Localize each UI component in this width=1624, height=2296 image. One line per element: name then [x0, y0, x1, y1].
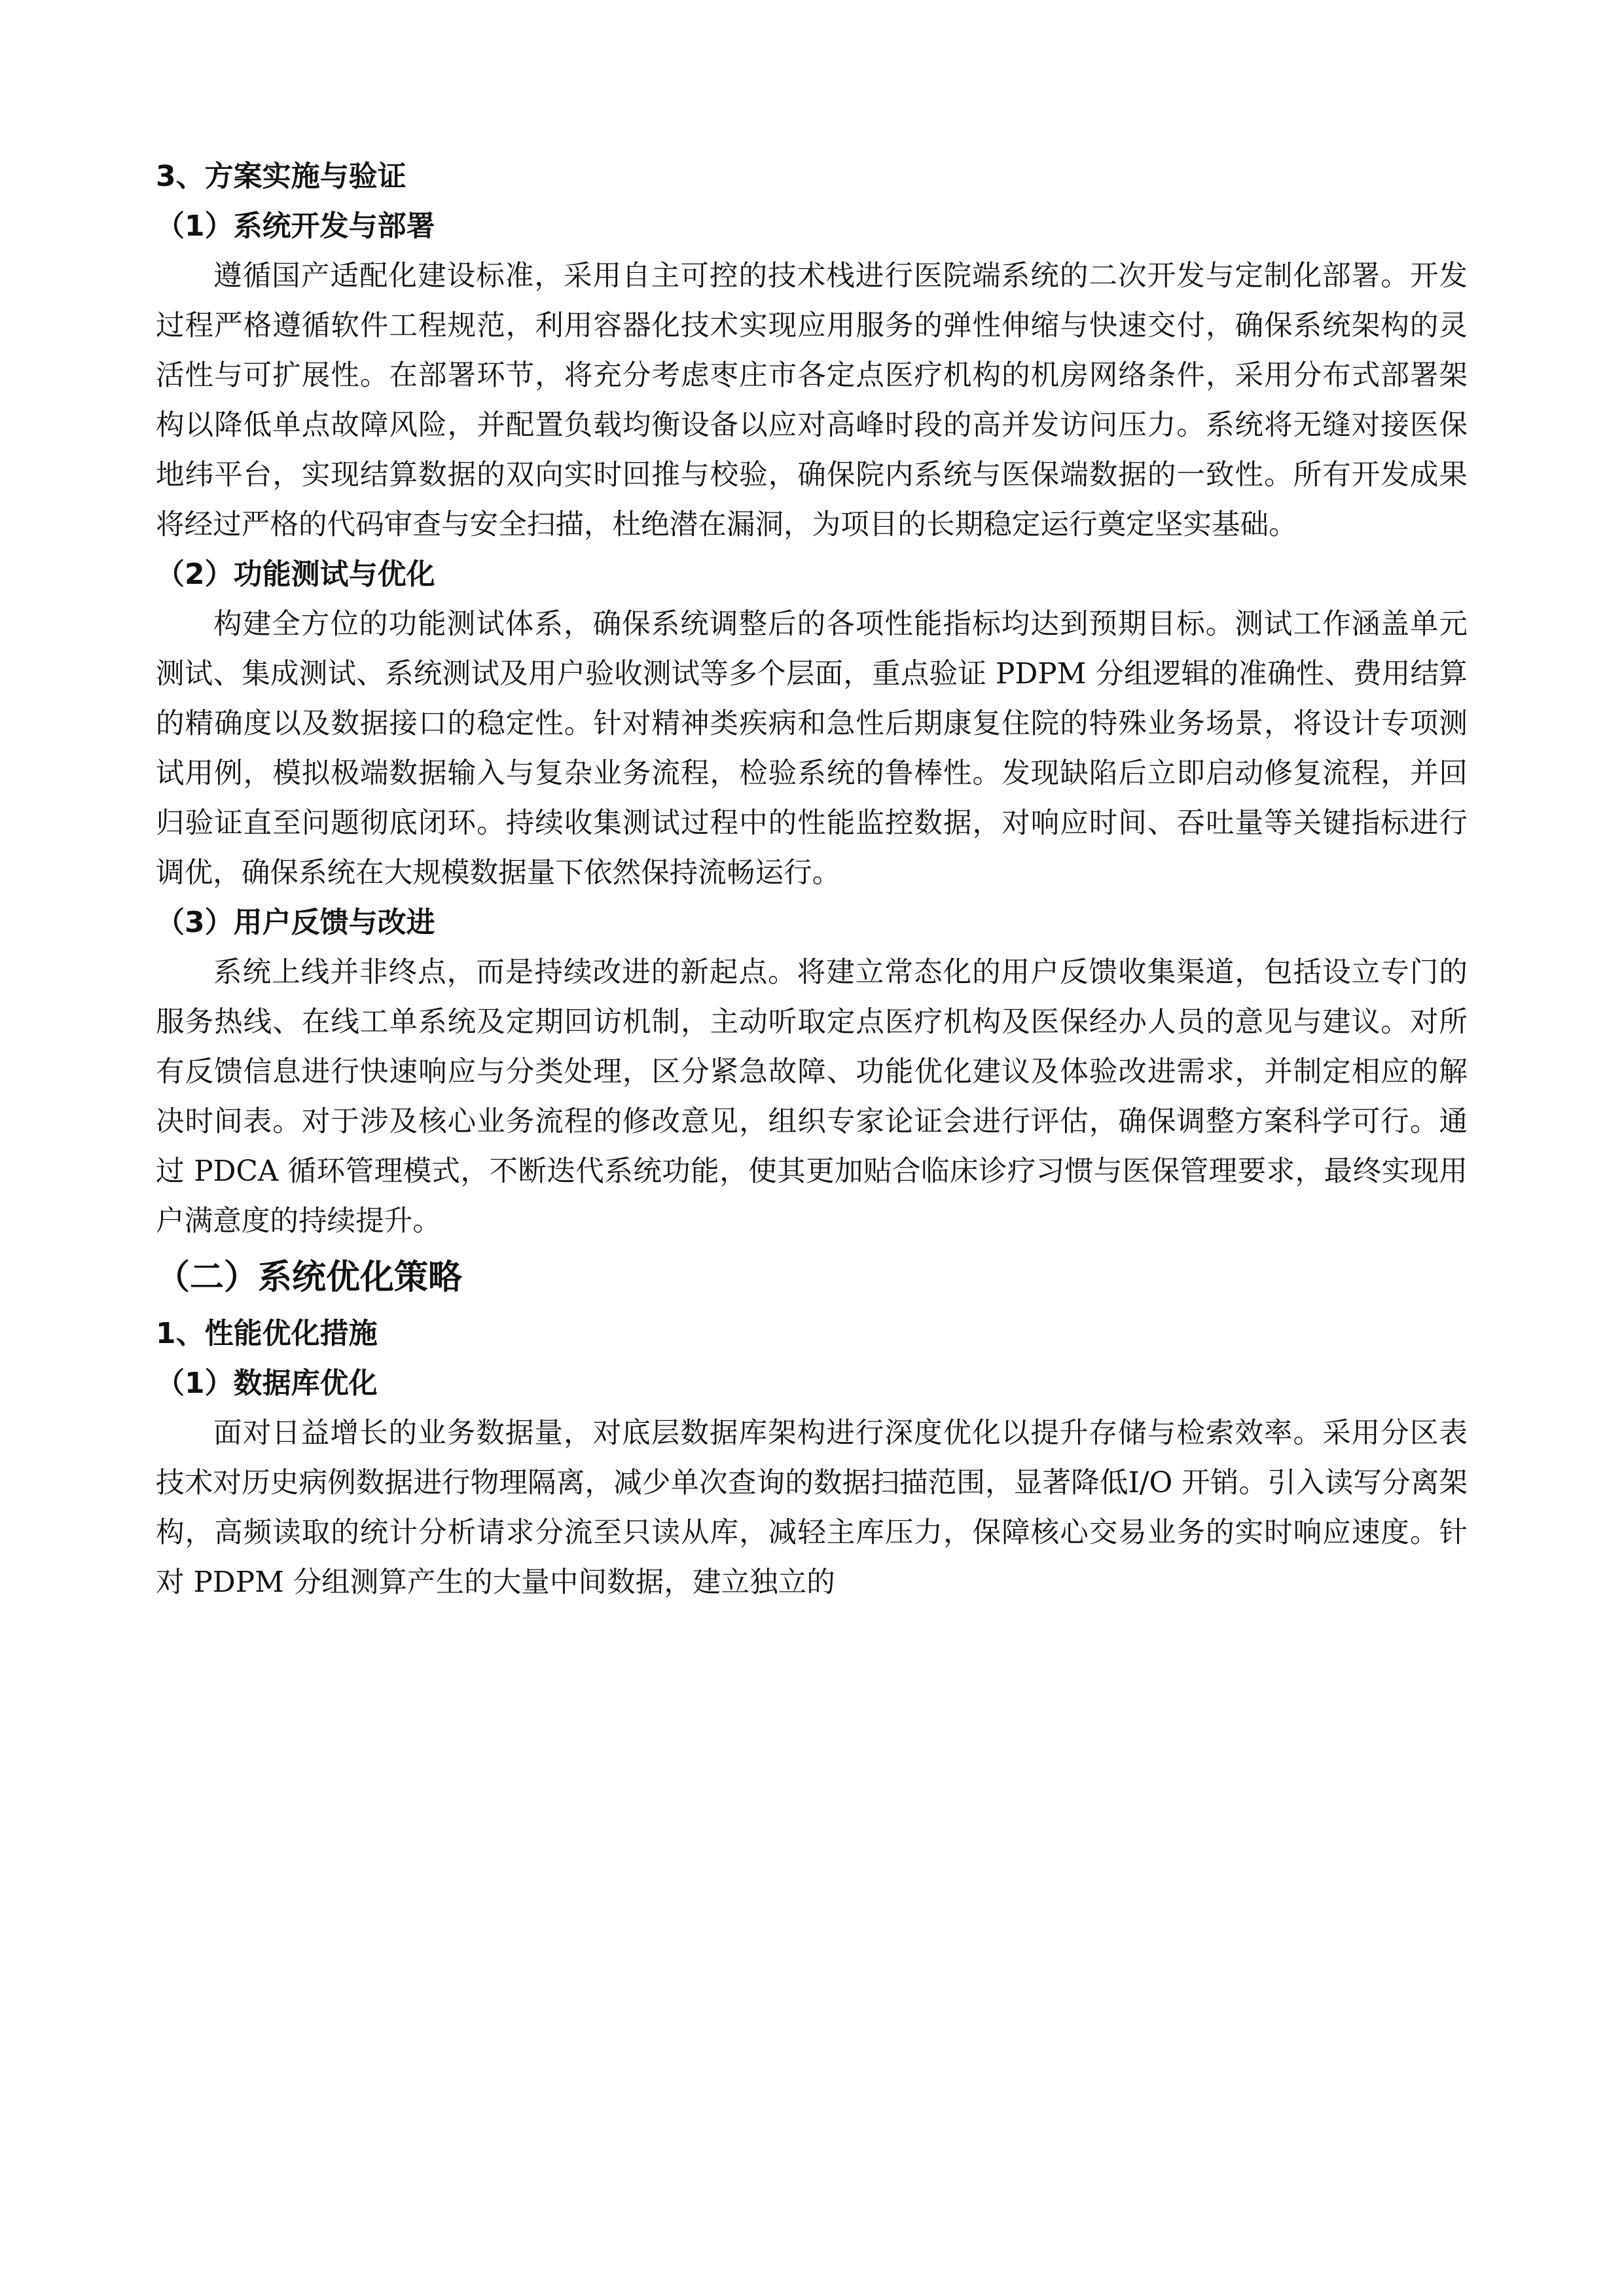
subheading-development-deployment: （1）系统开发与部署 — [156, 209, 435, 243]
section-heading-implementation: 3、方案实施与验证 — [156, 160, 406, 193]
subheading-function-testing: （2）功能测试与优化 — [156, 558, 435, 591]
section-heading-performance: 1、性能优化措施 — [156, 1317, 378, 1350]
paragraph-function-testing: 构建全方位的功能测试体系，确保系统调整后的各项性能指标均达到预期目标。测试工作涵盖单元测试、集成测试、系统测试及用户验收测试等多个层面，重点验证 PDPM 分组逻辑的准确性、费用结算的精确度以及数据接口的稳定性。针对精神类疾病和急性后期康复住院的特殊业务场景，将设计专项测试用例，模拟极端数据输入与复杂业务流程，检验系统的鲁棒性。发现缺陷后立即启动修复流程，并回归验证直至问题彻底闭环。持续收集测试过程中的性能监控数据，对响应时间、吞吐量等关键指标进行调优，确保系统在大规模数据量下依然保持流畅运行。 — [156, 608, 1468, 889]
paragraph-database-optimization: 面对日益增长的业务数据量，对底层数据库架构进行深度优化以提升存储与检索效率。采用分区表技术对历史病例数据进行物理隔离，减少单次查询的数据扫描范围，显著降低I/O 开销。引入读写分离架构，高频读取的统计分析请求分流至只读从库，减轻主库压力，保障核心交易业务的实时响应速度。针对 PDPM 分组测算产生的大量中间数据，建立独立的 — [156, 1417, 1468, 1599]
subheading-user-feedback: （3）用户反馈与改进 — [156, 906, 435, 939]
paragraph-development-deployment: 遵循国产适配化建设标准，采用自主可控的技术栈进行医院端系统的二次开发与定制化部署。开发过程严格遵循软件工程规范，利用容器化技术实现应用服务的弹性伸缩与快速交付，确保系统架构的灵活性与可扩展性。在部署环节，将充分考虑枣庄市各定点医疗机构的机房网络条件，采用分布式部署架构以降低单点故障风险，并配置负载均衡设备以应对高峰时段的高并发访问压力。系统将无缝对接医保地纬平台，实现结算数据的双向实时回推与校验，确保院内系统与医保端数据的一致性。所有开发成果将经过严格的代码审查与安全扫描，杜绝潜在漏洞，为项目的长期稳定运行奠定坚实基础。 — [156, 260, 1468, 541]
subheading-database-optimization: （1）数据库优化 — [156, 1367, 378, 1400]
paragraph-user-feedback: 系统上线并非终点，而是持续改进的新起点。将建立常态化的用户反馈收集渠道，包括设立专门的服务热线、在线工单系统及定期回访机制，主动听取定点医疗机构及医保经办人员的意见与建议。对所有反馈信息进行快速响应与分类处理，区分紧急故障、功能优化建议及体验改进需求，并制定相应的解决时间表。对于涉及核心业务流程的修改意见，组织专家论证会进行评估，确保调整方案科学可行。通过 PDCA 循环管理模式，不断迭代系统功能，使其更加贴合临床诊疗习惯与医保管理要求，最终实现用户满意度的持续提升。 — [156, 956, 1468, 1238]
chapter-heading-optimization-strategy: （二）系统优化策略 — [156, 1258, 463, 1297]
document-body — [156, 152, 1468, 1607]
